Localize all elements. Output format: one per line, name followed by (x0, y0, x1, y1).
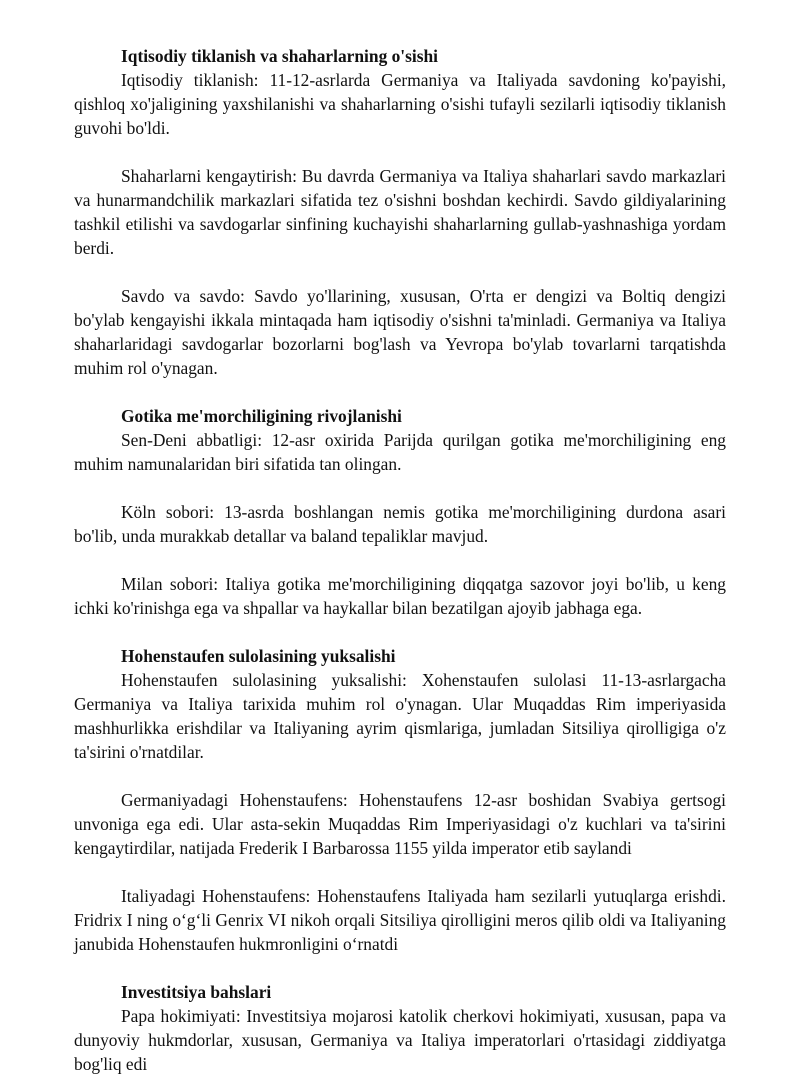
section-heading: Hohenstaufen sulolasining yuksalishi (121, 646, 396, 666)
paragraph: Papa hokimiyati: Investitsiya mojarosi katolik cherkovi hokimiyati, xususan, papa va dunyoviy hukmdorlar, xususan, Germaniya va Italiya imperatorlari o'rtasidagi ziddiyatga bog'liq edi (74, 1006, 726, 1074)
paragraph: Hohenstaufen sulolasining yuksalishi: Xohenstaufen sulolasi 11-13-asrlargacha Germaniya va Italiya tarixida muhim rol o'ynagan. Ular Muqaddas Rim imperiyasida mashhurlikka erishdilar va Italiyaning ayrim qismlariga, jumladan Sitsiliya qirolligiga o'z ta'sirini o'rnatdilar. (74, 670, 726, 762)
paragraph: Savdo va savdo: Savdo yo'llarining, xususan, O'rta er dengizi va Boltiq dengizi bo'ylab kengayishi ikkala mintaqada ham iqtisodiy o'sishni ta'minladi. Germaniya va Italiya shaharlaridagi savdogarlar bozorlarni bog'lash va Yevropa bo'ylab tovarlarni tarqatishda muhim rol o'ynagan. (74, 286, 726, 378)
section-heading: Gotika me'morchiligining rivojlanishi (121, 406, 402, 426)
paragraph: Köln sobori: 13-asrda boshlangan nemis gotika me'morchiligining durdona asari bo'lib, unda murakkab detallar va baland tepaliklar mavjud. (74, 502, 726, 546)
section-gothic-architecture (74, 404, 726, 620)
section-heading: Investitsiya bahslari (121, 982, 272, 1002)
paragraph: Germaniyadagi Hohenstaufens: Hohenstaufens 12-asr boshidan Svabiya gertsogi unvoniga ega edi. Ular asta-sekin Muqaddas Rim Imperiyasidagi o'z kuchlari va ta'sirini kengaytirdilar, natijada Frederik I Barbarossa 1155 yilda imperator etib saylandi (74, 790, 726, 858)
section-heading: Iqtisodiy tiklanish va shaharlarning o'sishi (121, 46, 439, 66)
section-economic-recovery (74, 44, 726, 380)
paragraph: Shaharlarni kengaytirish: Bu davrda Germaniya va Italiya shaharlari savdo markazlari va hunarmandchilik markazlari sifatida tez o'sishni boshdan kechirdi. Savdo gildiyalarining tashkil etilishi va savdogarlar sinfining kuchayishi shaharlarning gullab-yashnashiga yordam berdi. (74, 166, 726, 258)
paragraph: Milan sobori: Italiya gotika me'morchiligining diqqatga sazovor joyi bo'lib, u keng ichki ko'rinishga ega va shpallar va haykallar bilan bezatilgan ajoyib jabhaga ega. (74, 574, 726, 618)
paragraph: Iqtisodiy tiklanish: 11-12-asrlarda Germaniya va Italiyada savdoning ko'payishi, qishloq xo'jaligining yaxshilanishi va shaharlarning o'sishi tufayli sezilarli iqtisodiy tiklanish guvohi bo'ldi. (74, 70, 726, 138)
paragraph: Sen-Deni abbatligi: 12-asr oxirida Parijda qurilgan gotika me'morchiligining eng muhim namunalaridan biri sifatida tan olingan. (74, 430, 726, 474)
section-hohenstaufen-dynasty (74, 644, 726, 956)
section-investiture-controversy (74, 980, 726, 1076)
paragraph: Italiyadagi Hohenstaufens: Hohenstaufens Italiyada ham sezilarli yutuqlarga erishdi. Fridrix I ning o‘g‘li Genrix VI nikoh orqali Sitsiliya qirolligini meros qilib oldi va Italiyaning janubida Hohenstaufen hukmronligini o‘rnatdi (74, 886, 726, 954)
